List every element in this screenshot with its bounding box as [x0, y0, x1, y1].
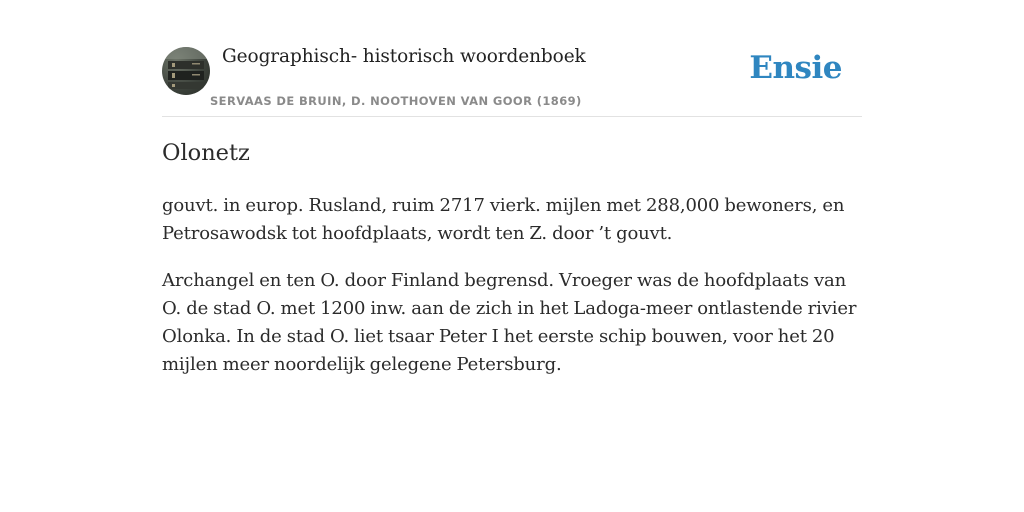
book-header — [162, 40, 862, 117]
book-title[interactable]: Geographisch- historisch woordenboek — [222, 46, 586, 67]
ensie-logo[interactable]: Ensie — [749, 50, 842, 86]
entry-paragraph: gouvt. in europ. Rusland, ruim 2717 vierk. mijlen met 288,000 bewoners, en Petrosawodsk tot hoofdplaats, wordt ten Z. door ’t gouvt. — [162, 195, 845, 244]
entry-paragraph: Archangel en ten O. door Finland begrensd. Vroeger was de hoofdplaats van O. de stad O. met 1200 inw. aan de zich in het Ladoga-meer ontlastende rivier Olonka. In de stad O. liet tsaar Peter I het eerste schip bouwen, voor het 20 mijlen meer noordelijk gelegene Petersburg. — [162, 270, 857, 375]
book-author: SERVAAS DE BRUIN, D. NOOTHOVEN VAN GOOR (1869) — [210, 94, 582, 108]
entry-content — [162, 192, 862, 398]
book-cover-avatar-icon[interactable] — [162, 47, 210, 95]
entry-title: Olonetz — [162, 140, 250, 166]
